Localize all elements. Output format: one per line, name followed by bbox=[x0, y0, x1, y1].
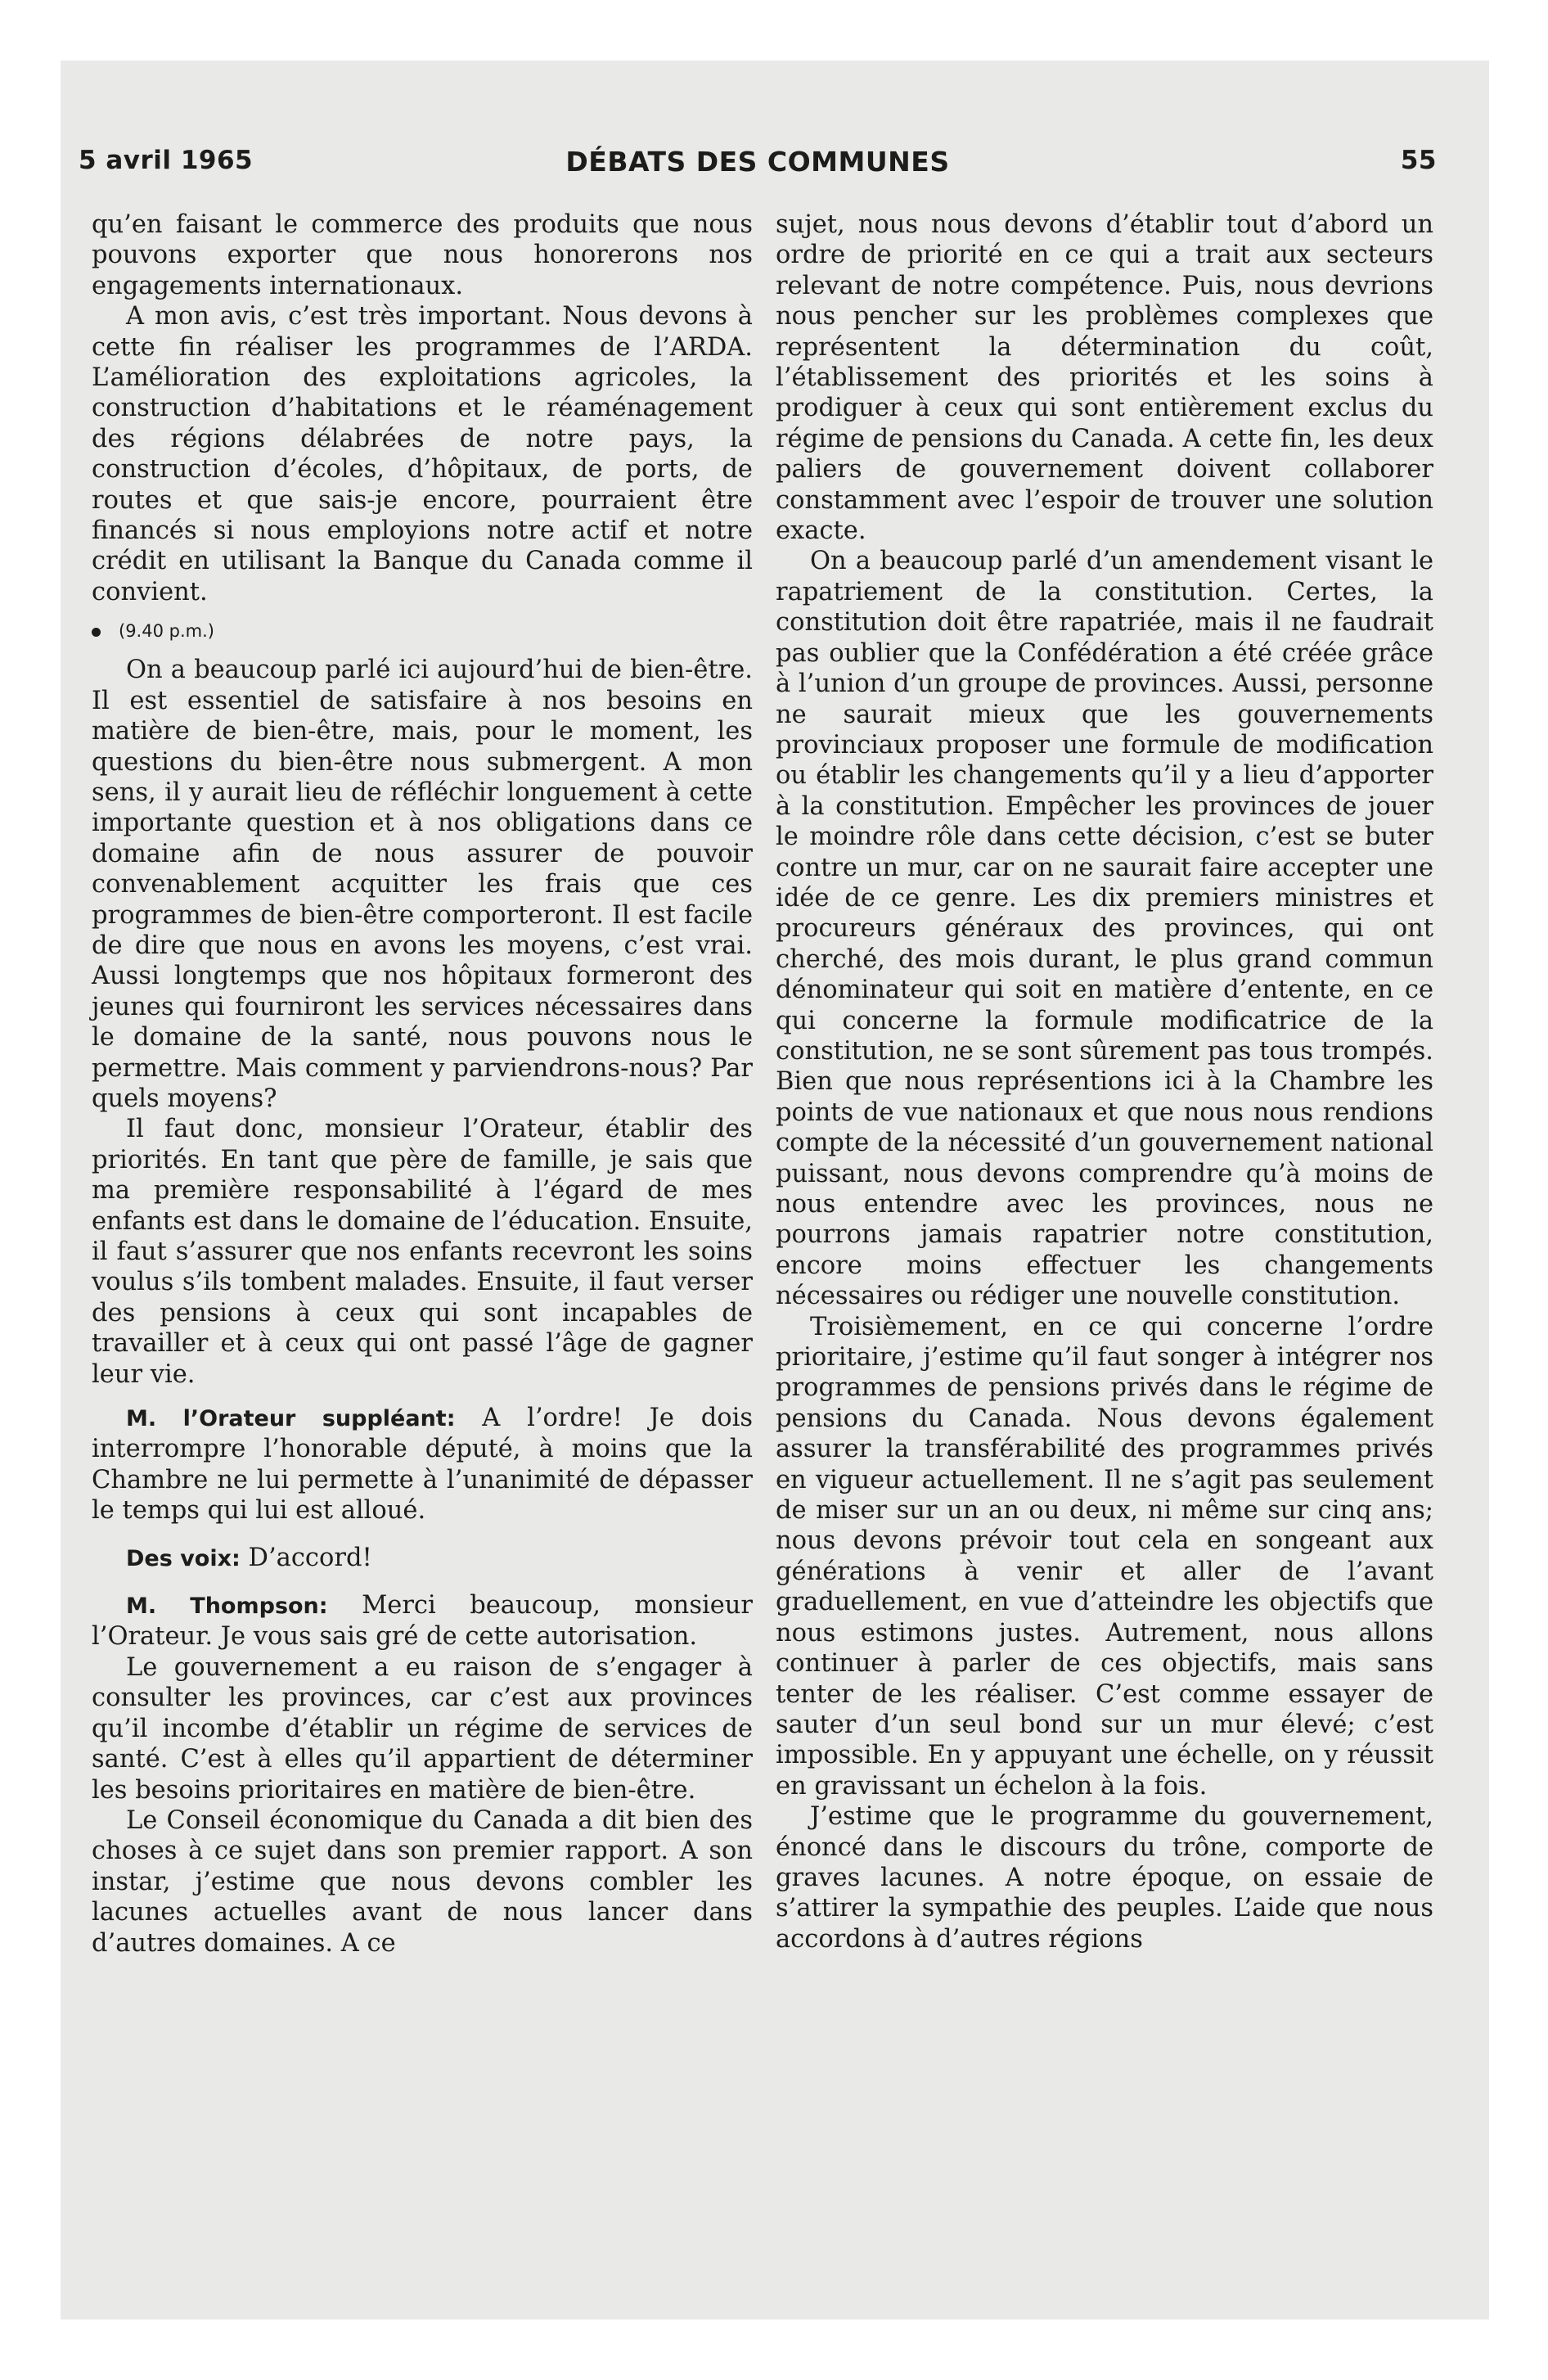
bullet-icon bbox=[92, 628, 101, 637]
paragraph: Le gouvernement a eu raison de s’engager à consulter les provinces, car c’est aux provinces qu’il incombe d’établir un régime de services de santé. C’est à elles qu’il appartient de déterminer les besoins prioritaires en matière de bien-être. bbox=[92, 1652, 753, 1805]
right-column bbox=[776, 210, 1433, 1954]
time-marker-text: (9.40 p.m.) bbox=[119, 621, 214, 642]
page-header bbox=[79, 137, 1437, 187]
speech-text: D’accord! bbox=[248, 1543, 372, 1572]
paragraph: J’estime que le programme du gouvernement, énoncé dans le discours du trône, comporte de graves lacunes. A notre époque, on essaie de s’attirer la sympathie des peuples. L’aide que nous accordons à d’autres régions bbox=[776, 1802, 1433, 1954]
left-column bbox=[92, 210, 753, 1959]
paragraph: sujet, nous nous devons d’établir tout d’abord un ordre de priorité en ce qui a trait aux secteurs relevant de notre compétence. Puis, nous devrions nous pencher sur les problèmes complexes que représentent la détermination du coût, l’établissement des priorités et les soins à prodiguer à ceux qui sont entièrement exclus du régime de pensions du Canada. A cette fin, les deux paliers de gouvernement doivent collaborer constamment avec l’espoir de trouver une solution exacte. bbox=[776, 210, 1433, 546]
paragraph: On a beaucoup parlé ici aujourd’hui de bien-être. Il est essentiel de satisfaire à nos besoins en matière de bien-être, mais, pour le moment, les questions du bien-être nous submergent. A mon sens, il y aurait lieu de réfléchir longuement à cette importante question et à nos obligations dans ce domaine afin de nous assurer de pouvoir convenablement acquitter les frais que ces programmes de bien-être comporteront. Il est facile de dire que nous en avons les moyens, c’est vrai. Aussi longtemps que nos hôpitaux formeront des jeunes qui fourniront les services nécessaires dans le domaine de la santé, nous pouvons nous le permettre. Mais comment y parviendrons-nous? Par quels moyens? bbox=[92, 656, 753, 1113]
paragraph: Il faut donc, monsieur l’Orateur, établir des priorités. En tant que père de famille, je sais que ma première responsabilité à l’égard de mes enfants est dans le domaine de l’éducation. Ensuite, il faut s’assurer que nos enfants recevront les soins voulus s’ils tombent malades. Ensuite, il faut verser des pensions à ceux qui sont incapables de travailler et à ceux qui ont passé l’âge de gagner leur vie. bbox=[92, 1115, 753, 1389]
header-title: DÉBATS DES COMMUNES bbox=[565, 146, 950, 178]
speaker-name: M. l’Orateur suppléant: bbox=[126, 1406, 456, 1432]
speaker-block bbox=[92, 1590, 753, 1652]
speaker-block bbox=[92, 1543, 753, 1574]
header-date: 5 avril 1965 bbox=[79, 146, 254, 175]
paragraph: Le Conseil économique du Canada a dit bien des choses à ce sujet dans son premier rapport. A son instar, j’estime que nous devons combler les lacunes actuelles avant de nous lancer dans d’autres domaines. A ce bbox=[92, 1805, 753, 1958]
time-marker bbox=[92, 619, 753, 643]
paragraph: A mon avis, c’est très important. Nous devons à cette fin réaliser les programmes de l’ARDA. L’amélioration des exploitations agricoles, la construction d’habitations et le réaménagement des régions délabrées de notre pays, la construction d’écoles, d’hôpitaux, de ports, de routes et que sais-je encore, pourraient être financés si nous employions notre actif et notre crédit en utilisant la Banque du Canada comme il convient. bbox=[92, 302, 753, 606]
speech-text: A l’ordre! Je dois interrompre l’honorable député, à moins que la Chambre ne lui permette à l’unanimité de dépasser le temps qui lui est alloué. bbox=[92, 1404, 753, 1526]
paragraph: On a beaucoup parlé d’un amendement visant le rapatriement de la constitution. Certes, la constitution doit être rapatriée, mais il ne faudrait pas oublier que la Confédération a été créée grâce à l’union d’un groupe de provinces. Aussi, personne ne saurait mieux que les gouvernements provinciaux proposer une formule de modification ou établir les changements qu’il y a lieu d’apporter à la constitution. Empêcher les provinces de jouer le moindre rôle dans cette décision, c’est se buter contre un mur, car on ne saurait faire accepter une idée de ce genre. Les dix premiers ministres et procureurs généraux des provinces, qui ont cherché, des mois durant, le plus grand commun dénominateur qui soit en matière d’entente, en ce qui concerne la formule modificatrice de la constitution, ne se sont sûrement pas tous trompés. Bien que nous représentions ici à la Chambre les points de vue nationaux et que nous nous rendions compte de la nécessité d’un gouvernement national puissant, nous devons comprendre qu’à moins de nous entendre avec les provinces, nous ne pourrons jamais rapatrier notre constitution, encore moins effectuer les changements nécessaires ou rédiger une nouvelle constitution. bbox=[776, 547, 1433, 1311]
speaker-block bbox=[92, 1403, 753, 1526]
page-number: 55 bbox=[1400, 146, 1437, 175]
speaker-name: M. Thompson: bbox=[126, 1593, 328, 1620]
speech-text: Merci beaucoup, monsieur l’Orateur. Je vous sais gré de cette autorisation. bbox=[92, 1591, 753, 1652]
paragraph: Troisièmement, en ce qui concerne l’ordre prioritaire, j’estime qu’il faut songer à intégrer nos programmes de pensions privés dans le régime de pensions du Canada. Nous devons également assurer la transférabilité des programmes privés en vigueur actuellement. Il ne s’agit pas seulement de miser sur un an ou deux, ni même sur cinq ans; nous devons prévoir tout cela en songeant aux générations à venir et aller de l’avant graduellement, en vue d’atteindre les objectifs que nous estimons justes. Autrement, nous allons continuer à parler de ces objectifs, mais sans tenter de les réaliser. C’est comme essayer de sauter d’un seul bond sur un mur élevé; c’est impossible. En y appuyant une échelle, on y réussit en gravissant un échelon à la fois. bbox=[776, 1312, 1433, 1801]
speaker-name: Des voix: bbox=[126, 1545, 241, 1571]
paragraph: qu’en faisant le commerce des produits que nous pouvons exporter que nous honorerons nos engagements internationaux. bbox=[92, 210, 753, 300]
